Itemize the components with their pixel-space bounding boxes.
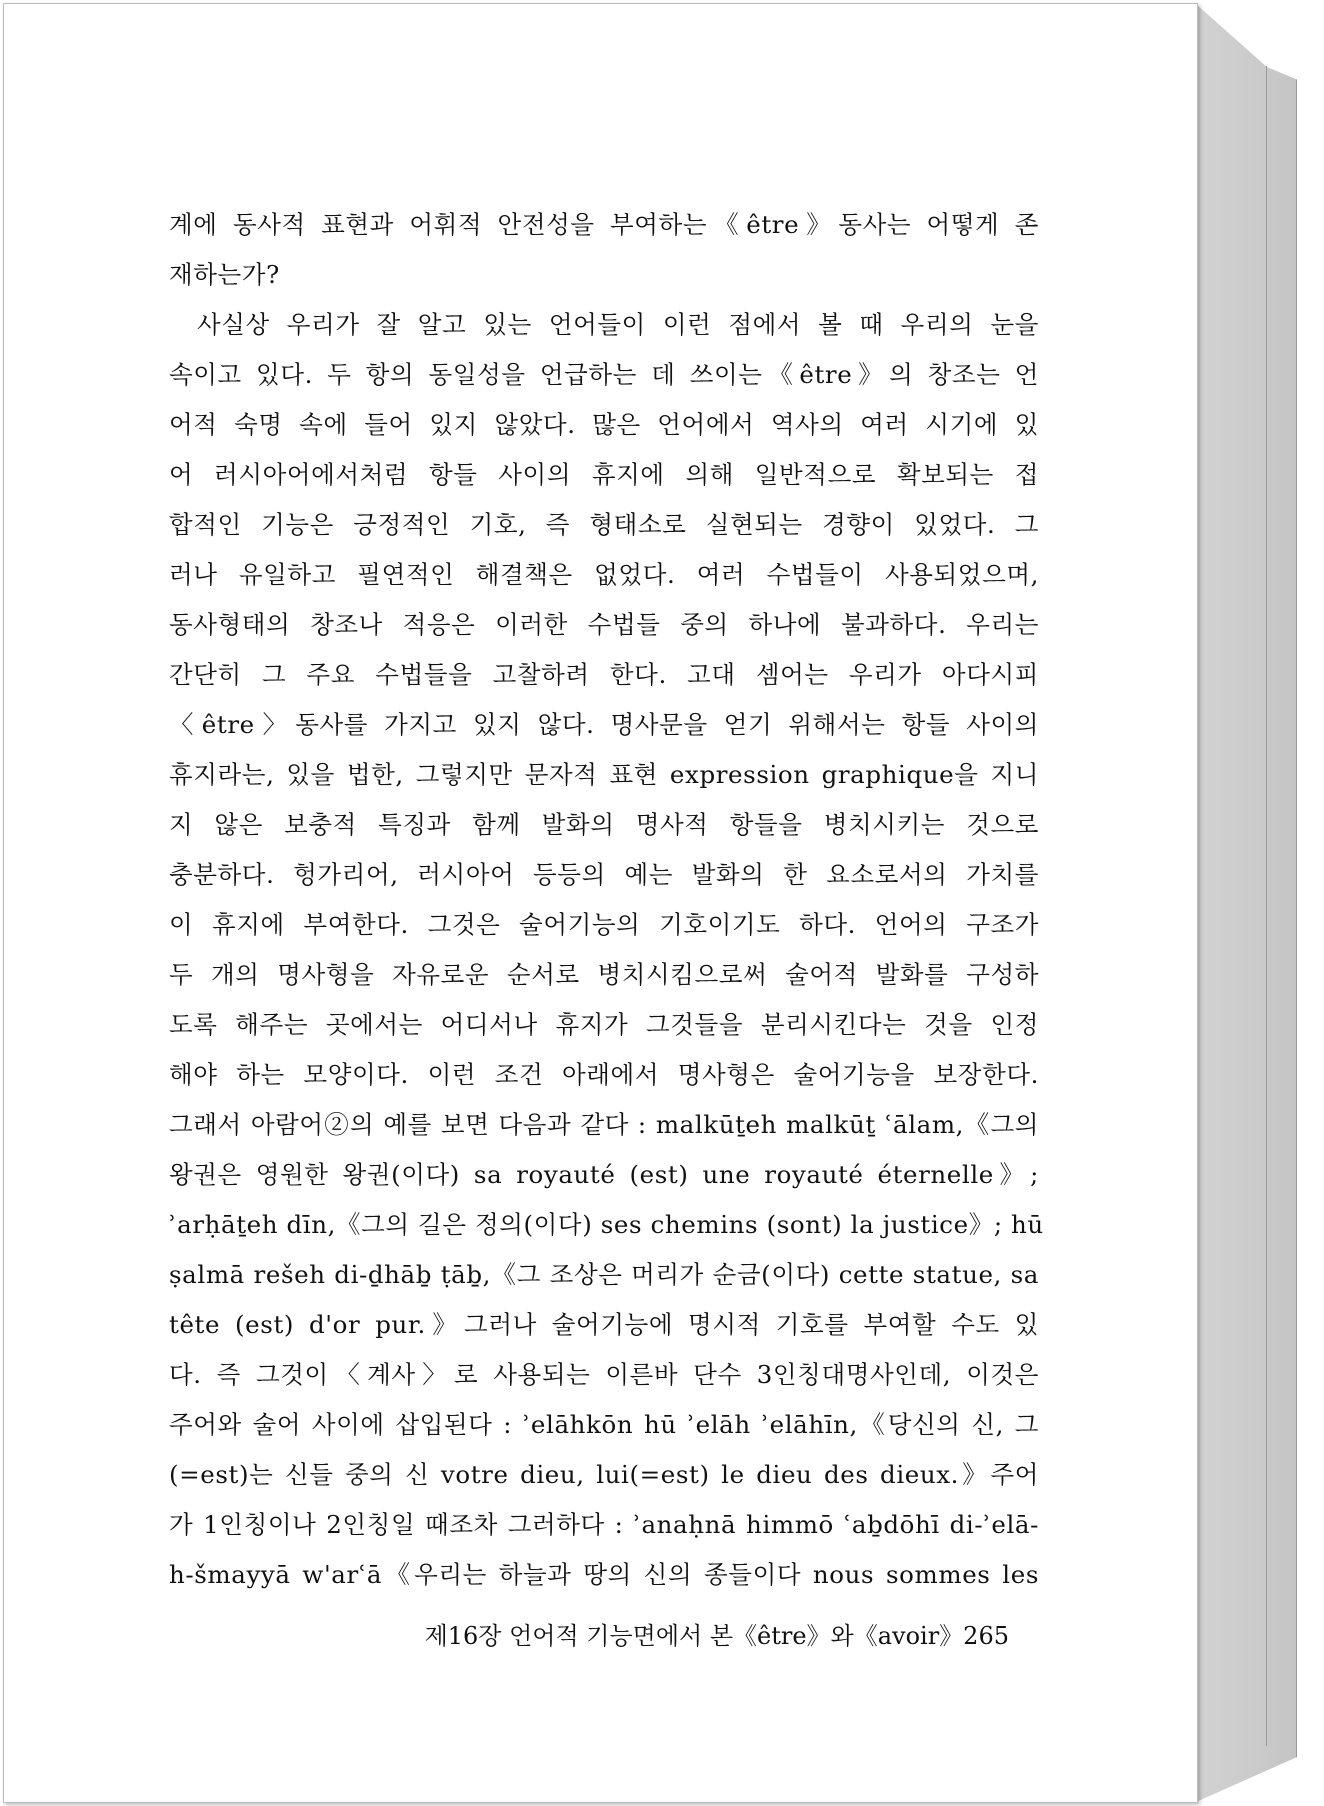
text-line: 계에 동사적 표현과 어휘적 안전성을 부여하는《être》동사는 어떻게 존 xyxy=(169,210,1039,239)
text-line: 합적인 기능은 긍정적인 기호, 즉 형태소로 실현되는 경향이 있었다. 그 xyxy=(169,510,1039,539)
text-line: 지 않은 보충적 특징과 함께 발화의 명사적 항들을 병치시키는 것으로 xyxy=(169,810,1039,839)
text-line: 어 러시아어에서처럼 항들 사이의 휴지에 의해 일반적으로 확보되는 접 xyxy=(169,460,1039,489)
paragraph-first-line: 사실상 우리가 잘 알고 있는 언어들이 이런 점에서 볼 때 우리의 눈을 xyxy=(197,310,1039,339)
book-page-edge xyxy=(1196,4,1297,1802)
text-line: 주어와 술어 사이에 삽입된다 : ʾelāhkōn hū ʾelāh ʾelāhīn,《당신의 신, 그 xyxy=(169,1410,1039,1439)
text-line: 다. 즉 그것이〈계사〉로 사용되는 이른바 단수 3인칭대명사인데, 이것은 xyxy=(169,1360,1039,1389)
text-line: 가 1인칭이나 2인칭일 때조차 그러하다 : ʾanaḥnā himmō ʿaḇdōhī di-ʾelā- xyxy=(169,1510,1039,1539)
text-line: 〈être〉동사를 가지고 있지 않다. 명사문을 얻기 위해서는 항들 사이의 xyxy=(169,710,1039,739)
text-line: 재하는가? xyxy=(169,260,280,289)
text-line: 그래서 아람어②의 예를 보면 다음과 같다 : malkūṯeh malkūṯ ʿālam,《그의 xyxy=(169,1110,1039,1139)
text-line: 휴지라는, 있을 법한, 그렇지만 문자적 표현 expression graphique을 지니 xyxy=(169,760,1039,789)
text-line: 도록 해주는 곳에서는 어디서나 휴지가 그것들을 분리시킨다는 것을 인정 xyxy=(169,1010,1039,1039)
body-text xyxy=(169,200,1044,1600)
text-line: 충분하다. 헝가리어, 러시아어 등등의 예는 발화의 한 요소로서의 가치를 xyxy=(169,860,1039,889)
text-line: ṣalmā rešeh di-ḏhāḇ ṭāḇ,《그 조상은 머리가 순금(이다) cette statue, sa xyxy=(169,1260,1039,1289)
text-line: ʾarḥāṯeh dīn,《그의 길은 정의(이다) ses chemins (sont) la justice》; hū xyxy=(169,1210,1044,1239)
text-line: h-šmayyā w'arʿā《우리는 하늘과 땅의 신의 종들이다 nous sommes les xyxy=(169,1560,1039,1589)
text-line: 왕권은 영원한 왕권(이다) sa royauté (est) une royauté éternelle》; xyxy=(169,1160,1039,1189)
text-line: 두 개의 명사형을 자유로운 순서로 병치시킴으로써 술어적 발화를 구성하 xyxy=(169,960,1039,989)
text-line: tête (est) d'or pur.》그러나 술어기능에 명시적 기호를 부여할 수도 있 xyxy=(169,1310,1039,1339)
page-footer: 제16장 언어적 기능면에서 본《être》와《avoir》265 xyxy=(424,1622,1009,1650)
text-line: (=est)는 신들 중의 신 votre dieu, lui(=est) le dieu des dieux.》주어 xyxy=(169,1460,1039,1489)
text-line: 동사형태의 창조나 적응은 이러한 수법들 중의 하나에 불과하다. 우리는 xyxy=(169,610,1039,639)
text-line: 속이고 있다. 두 항의 동일성을 언급하는 데 쓰이는《être》의 창조는 언 xyxy=(169,360,1039,389)
text-line: 이 휴지에 부여한다. 그것은 술어기능의 기호이기도 하다. 언어의 구조가 xyxy=(169,910,1039,939)
text-line: 어적 숙명 속에 들어 있지 않았다. 많은 언어에서 역사의 여러 시기에 있 xyxy=(169,410,1039,439)
text-line: 간단히 그 주요 수법들을 고찰하려 한다. 고대 셈어는 우리가 아다시피 xyxy=(169,660,1039,689)
text-line: 러나 유일하고 필연적인 해결책은 없었다. 여러 수법들이 사용되었으며, xyxy=(169,560,1039,589)
text-line: 해야 하는 모양이다. 이런 조건 아래에서 명사형은 술어기능을 보장한다. xyxy=(169,1060,1039,1089)
page-edge-line xyxy=(1266,66,1267,1746)
book-page xyxy=(3,3,1198,1803)
